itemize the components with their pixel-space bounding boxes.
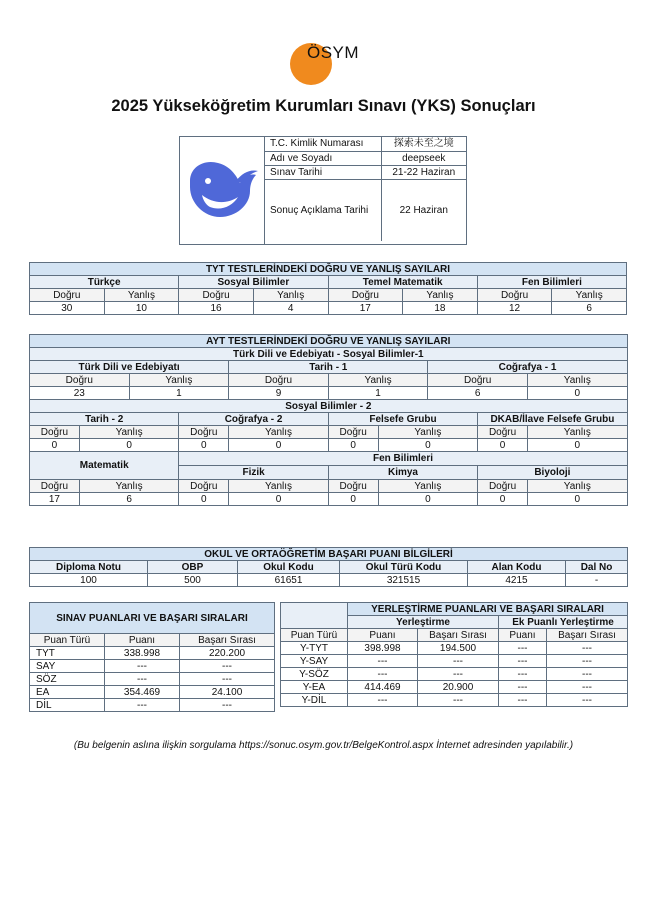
ayt-fen-bilimleri: Fen Bilimleri — [179, 452, 627, 466]
sp-cell: --- — [180, 673, 275, 686]
tyt-title: TYT TESTLERİNDEKİ DOĞRU VE YANLIŞ SAYILARI — [30, 263, 627, 276]
yp-cell: --- — [499, 642, 547, 655]
ayt-value: 9 — [229, 387, 329, 400]
yp-header: Başarı Sırası — [418, 629, 499, 642]
okul-value: 500 — [148, 574, 238, 587]
footer-note: (Bu belgenin aslına ilişkin sorgulama https://sonuc.osym.gov.tr/BelgeKontrol.aspx İnternet adresinden yapılabilir.) — [73, 740, 574, 751]
info-table — [264, 137, 466, 241]
yp-cell: --- — [348, 668, 418, 681]
okul-title: OKUL VE ORTAÖĞRETİM BAŞARI PUANI BİLGİLERİ — [30, 548, 628, 561]
dogru-label: Doğru — [30, 374, 130, 387]
tyt-subject: Türkçe — [30, 276, 179, 289]
yp-header: Başarı Sırası — [547, 629, 628, 642]
dogru-label: Doğru — [30, 289, 105, 302]
yp-cell: 20.900 — [418, 681, 499, 694]
yp-cell: --- — [547, 655, 628, 668]
yp-cell: Y-EA — [281, 681, 348, 694]
yerlestirme-sub: Yerleştirme — [348, 616, 499, 629]
yanlis-label: Yanlış — [229, 426, 329, 439]
sp-header: Puanı — [105, 634, 180, 647]
tyt-value: 17 — [328, 302, 403, 315]
yanlis-label: Yanlış — [253, 289, 328, 302]
okul-header: Dal No — [566, 561, 628, 574]
dogru-label: Doğru — [179, 426, 229, 439]
osym-logo-text: ÖSYM — [307, 43, 360, 62]
dogru-label: Doğru — [30, 480, 80, 493]
ayt-value: 0 — [527, 387, 627, 400]
yp-cell: --- — [418, 668, 499, 681]
tyt-subject: Sosyal Bilimler — [179, 276, 328, 289]
yp-blank — [281, 603, 348, 629]
yp-cell: Y-SÖZ — [281, 668, 348, 681]
ayt-subject: Tarih - 1 — [229, 361, 428, 374]
ayt-subject: Coğrafya - 2 — [179, 413, 328, 426]
ayt-value: 6 — [79, 493, 179, 506]
dogru-label: Doğru — [179, 289, 254, 302]
okul-value: 61651 — [238, 574, 340, 587]
sp-cell: --- — [105, 660, 180, 673]
sp-cell: SAY — [30, 660, 105, 673]
yanlis-label: Yanlış — [552, 289, 627, 302]
tyt-value: 4 — [253, 302, 328, 315]
sp-cell: TYT — [30, 647, 105, 660]
sinav-puan-table — [29, 602, 275, 712]
info-value-tc: 探索未至之境 — [381, 137, 466, 151]
tyt-value: 6 — [552, 302, 627, 315]
yp-cell: --- — [499, 681, 547, 694]
ayt-group-2: Sosyal Bilimler - 2 — [30, 400, 628, 413]
ayt-value: 0 — [79, 439, 179, 452]
okul-value: 100 — [30, 574, 148, 587]
tyt-subject: Fen Bilimleri — [477, 276, 626, 289]
sp-cell: --- — [105, 673, 180, 686]
tyt-value: 12 — [477, 302, 552, 315]
yanlis-label: Yanlış — [527, 426, 627, 439]
sp-cell: EA — [30, 686, 105, 699]
yanlis-label: Yanlış — [403, 289, 478, 302]
sp-cell: 24.100 — [180, 686, 275, 699]
info-value-exam-date: 21-22 Haziran — [381, 165, 466, 179]
okul-value: 321515 — [340, 574, 468, 587]
tyt-value: 30 — [30, 302, 105, 315]
sp-header: Başarı Sırası — [180, 634, 275, 647]
sp-cell: 220.200 — [180, 647, 275, 660]
ayt-subject: Tarih - 2 — [30, 413, 179, 426]
yp-cell: --- — [418, 694, 499, 707]
ayt-value: 0 — [328, 439, 378, 452]
sp-header: Puan Türü — [30, 634, 105, 647]
ayt-value: 0 — [179, 439, 229, 452]
dogru-label: Doğru — [30, 426, 80, 439]
ayt-matematik: Matematik — [30, 452, 179, 480]
ayt-subject: Türk Dili ve Edebiyatı — [30, 361, 229, 374]
yp-cell: Y-TYT — [281, 642, 348, 655]
ayt-table — [29, 334, 628, 506]
yp-cell: --- — [348, 655, 418, 668]
ayt-subject: Fizik — [179, 466, 328, 480]
tyt-table — [29, 262, 627, 315]
ayt-value: 0 — [527, 439, 627, 452]
ayt-subject: Felsefe Grubu — [328, 413, 477, 426]
yanlis-label: Yanlış — [129, 374, 229, 387]
tyt-subject: Temel Matematik — [328, 276, 477, 289]
dogru-label: Doğru — [328, 480, 378, 493]
page-title: 2025 Yükseköğretim Kurumları Sınavı (YKS) Sonuçları — [111, 97, 536, 115]
sp-cell: --- — [180, 660, 275, 673]
info-label: Adı ve Soyadı — [264, 151, 381, 165]
okul-table — [29, 547, 628, 587]
deepseek-whale-icon — [180, 137, 264, 244]
ayt-value: 23 — [30, 387, 130, 400]
yanlis-label: Yanlış — [229, 480, 329, 493]
ayt-value: 0 — [378, 439, 478, 452]
yp-cell: --- — [499, 694, 547, 707]
okul-header: Alan Kodu — [468, 561, 566, 574]
yanlis-label: Yanlış — [527, 374, 627, 387]
yerlestirme-title: YERLEŞTİRME PUANLARI VE BAŞARI SIRALARI — [348, 603, 628, 616]
tyt-value: 16 — [179, 302, 254, 315]
yp-cell: 398.998 — [348, 642, 418, 655]
info-label: Sonuç Açıklama Tarihi — [264, 179, 381, 241]
yp-header: Puanı — [348, 629, 418, 642]
yanlis-label: Yanlış — [79, 426, 179, 439]
sp-cell: 338.998 — [105, 647, 180, 660]
ayt-value: 0 — [30, 439, 80, 452]
ayt-value: 0 — [179, 493, 229, 506]
ayt-value: 0 — [527, 493, 627, 506]
yanlis-label: Yanlış — [328, 374, 428, 387]
sp-cell: SÖZ — [30, 673, 105, 686]
info-value-name: deepseek — [381, 151, 466, 165]
okul-value: - — [566, 574, 628, 587]
ayt-subject: Kimya — [328, 466, 477, 480]
dogru-label: Doğru — [477, 289, 552, 302]
ayt-subject: Coğrafya - 1 — [428, 361, 627, 374]
yanlis-label: Yanlış — [378, 480, 478, 493]
dogru-label: Doğru — [478, 480, 528, 493]
dogru-label: Doğru — [179, 480, 229, 493]
yp-cell: --- — [348, 694, 418, 707]
yanlis-label: Yanlış — [79, 480, 179, 493]
yp-cell: 414.469 — [348, 681, 418, 694]
ayt-value: 6 — [428, 387, 528, 400]
yp-cell: 194.500 — [418, 642, 499, 655]
sp-cell: 354.469 — [105, 686, 180, 699]
yp-cell: --- — [499, 655, 547, 668]
yp-header: Puan Türü — [281, 629, 348, 642]
yp-cell: --- — [547, 668, 628, 681]
okul-header: Okul Türü Kodu — [340, 561, 468, 574]
sp-cell: --- — [180, 699, 275, 712]
okul-value: 4215 — [468, 574, 566, 587]
okul-header: Okul Kodu — [238, 561, 340, 574]
ayt-value: 0 — [478, 493, 528, 506]
osym-logo — [290, 43, 360, 85]
yanlis-label: Yanlış — [104, 289, 179, 302]
dogru-label: Doğru — [229, 374, 329, 387]
ayt-value: 0 — [378, 493, 478, 506]
info-label: T.C. Kimlik Numarası — [264, 137, 381, 151]
sp-cell: DİL — [30, 699, 105, 712]
info-label: Sınav Tarihi — [264, 165, 381, 179]
info-value-result-date: 22 Haziran — [381, 179, 466, 241]
sp-cell: --- — [105, 699, 180, 712]
ayt-title: AYT TESTLERİNDEKİ DOĞRU VE YANLIŞ SAYILARI — [30, 335, 628, 348]
okul-header: Diploma Notu — [30, 561, 148, 574]
yerlestirme-table — [280, 602, 628, 707]
ayt-value: 0 — [229, 439, 329, 452]
dogru-label: Doğru — [428, 374, 528, 387]
yp-cell: --- — [547, 642, 628, 655]
ayt-subject: DKAB/İlave Felsefe Grubu — [478, 413, 627, 426]
yp-cell: Y-SAY — [281, 655, 348, 668]
ayt-value: 1 — [328, 387, 428, 400]
yanlis-label: Yanlış — [378, 426, 478, 439]
dogru-label: Doğru — [328, 426, 378, 439]
yp-header: Puanı — [499, 629, 547, 642]
yp-cell: --- — [547, 694, 628, 707]
ayt-value: 1 — [129, 387, 229, 400]
yp-cell: --- — [499, 668, 547, 681]
avatar — [180, 137, 265, 244]
info-box — [179, 136, 467, 245]
ayt-group-1: Türk Dili ve Edebiyatı - Sosyal Bilimler-1 — [30, 348, 628, 361]
okul-header: OBP — [148, 561, 238, 574]
ayt-value: 0 — [229, 493, 329, 506]
dogru-label: Doğru — [478, 426, 528, 439]
yp-cell: Y-DİL — [281, 694, 348, 707]
ayt-value: 0 — [478, 439, 528, 452]
yanlis-label: Yanlış — [527, 480, 627, 493]
ek-puanli-sub: Ek Puanlı Yerleştirme — [499, 616, 628, 629]
dogru-label: Doğru — [328, 289, 403, 302]
tyt-value: 10 — [104, 302, 179, 315]
tyt-value: 18 — [403, 302, 478, 315]
ayt-subject: Biyoloji — [478, 466, 627, 480]
yp-cell: --- — [418, 655, 499, 668]
ayt-value: 0 — [328, 493, 378, 506]
ayt-value: 17 — [30, 493, 80, 506]
yp-cell: --- — [547, 681, 628, 694]
sinav-puan-title: SINAV PUANLARI VE BAŞARI SIRALARI — [30, 603, 275, 634]
